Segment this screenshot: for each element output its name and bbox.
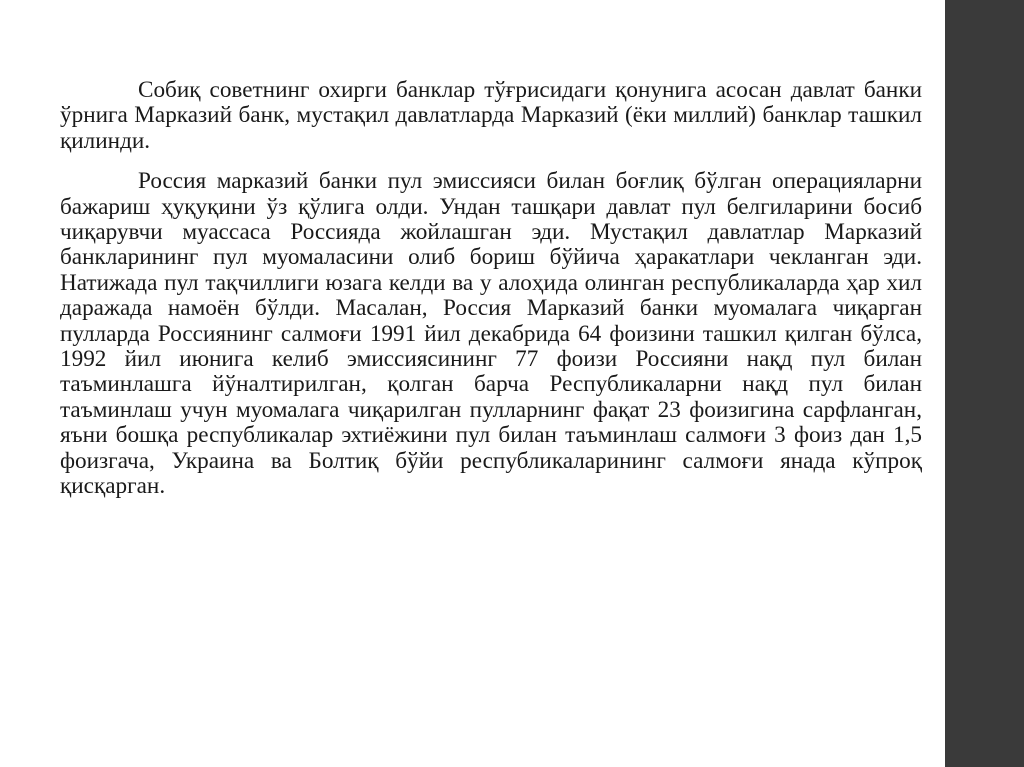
- text-block: [60, 78, 922, 500]
- side-bar: [945, 0, 1024, 767]
- paragraph-1: Собиқ советнинг охирги банклар тўғрисидаги қонунига асосан давлат банки ўрнига Марказий банк, мустақил давлатларда Марказий (ёки миллий) банклар ташкил қилинди.: [60, 77, 922, 154]
- paragraph-2: Россия марказий банки пул эмиссияси билан боғлиқ бўлган операцияларни бажариш ҳуқуқини ўз қўлига олди. Ундан ташқари давлат пул белгиларини босиб чиқарувчи муассаса Россияда жойлашган эди. Мустақил давлатлар Марказий банкларининг пул муомаласини олиб бориш бўйича ҳаракатлари чекланган эди. Натижада пул тақчиллиги юзага келди ва у алоҳида олинган республикаларда ҳар хил даражада намоён бўлди. Масалан, Россия Марказий банки муомалага чиқарган пулларда Россиянинг салмоғи 1991 йил декабрида 64 фоизини ташкил қилган бўлса, 1992 йил июнига келиб эмиссиясининг 77 фоизи Россияни нақд пул билан таъминлашга йўналтирилган, қолган барча Республикаларни нақд пул билан таъминлаш учун муомалага чиқарилган пулларнинг фақат 23 фоизигина сарфланган, яъни бошқа республикалар эхтиёжини пул билан таъминлаш салмоғи 3 фоиз дан 1,5 фоизгача, Украина ва Болтиқ бўйи республикаларининг салмоғи янада кўпроқ қисқарган.: [60, 168, 922, 500]
